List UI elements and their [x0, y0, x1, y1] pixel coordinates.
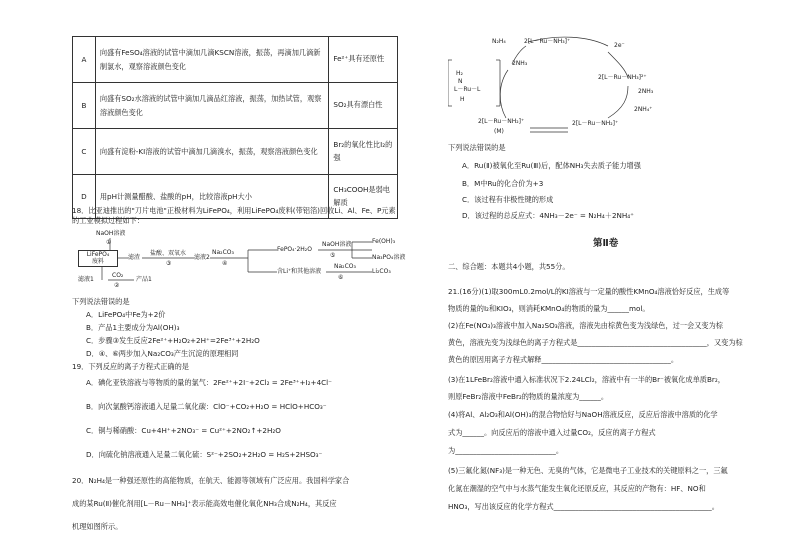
q20-option-c: C．该过程有非极性键的形成: [462, 195, 554, 204]
row-conclusion: Br₂的氧化性比I₂的强: [329, 129, 398, 175]
flow-product1: 产品1: [136, 276, 152, 283]
flow-filtrate2: 滤液2: [194, 254, 210, 261]
cycle-n: N: [458, 78, 463, 85]
row-content: 向盛有SO₂水溶液的试管中滴加几滴品红溶液，振荡，加热试管，观察溶液颜色变化: [95, 83, 329, 129]
q18-option-a: A．LiFePO₄中Fe为+2价: [86, 310, 166, 319]
q20-option-a: A．Ru(Ⅱ)被氧化至Ru(Ⅲ)后，配体NH₃失去质子能力增强: [462, 161, 641, 170]
q21-line: HNO₃，写出该反应的化学方程式____________________________________________。: [448, 502, 719, 511]
part2-title: 第Ⅱ卷: [593, 238, 619, 249]
cycle-n2h4: N₂H₄: [492, 38, 506, 45]
q20-stem-line1: 20．N₂H₄是一种强还原性的高能物质，在航天、能源等领域有广泛应用。我国科学家合: [72, 476, 350, 485]
q21-line: (4)将Al、Al₂O₃和Al(OH)₃的混合物恰好与NaOH溶液反应，反应后溶液中溶质的化学: [448, 410, 718, 419]
q21-line: (5)三氟化氮(NF₃)是一种无色、无臭的气体，它是微电子工业技术的关键原料之一，三氟: [448, 466, 728, 475]
row-key: B: [73, 83, 96, 129]
cycle-right-nh3: 2NH₃: [638, 88, 654, 95]
flow-step6: ⑥: [338, 274, 344, 281]
flow-na2co3-2: Na₂CO₃: [334, 263, 356, 270]
row-content: 向盛有FeSO₄溶液的试管中滴加几滴KSCN溶液，振荡，再滴加几滴新制氯水，观察溶液颜色变化: [95, 37, 329, 83]
flow-step5: ⑤: [330, 252, 336, 259]
q21-line: 黄色的原因用离子方程式解释____________________________________。: [448, 355, 679, 364]
row-conclusion: CH₃COOH是弱电解质: [329, 175, 398, 219]
flow-feed-line2: 废料: [91, 257, 104, 265]
q19-option-c: C．铜与稀硝酸：Cu+4H⁺+2NO₃⁻ = Cu²⁺+2NO₂↑+2H₂O: [86, 426, 281, 435]
cycle-right-nh4: 2NH₄⁺: [634, 106, 653, 113]
flow-fepo4: FePO₄·2H₂O: [277, 246, 312, 253]
q18-flow-diagram: [72, 230, 406, 292]
q21-line: 化氮在潮湿的空气中与水蒸气能发生氧化还原反应，其反应的产物有：HF、NO和: [448, 484, 706, 493]
table-row: [73, 129, 398, 175]
flow-co2: CO₂: [112, 272, 124, 279]
flow-step1: ①: [106, 239, 112, 246]
flow-residue: 滤渣: [128, 254, 141, 261]
flow-na3po4: Na₃PO₄溶液: [372, 254, 406, 261]
cycle-top: 2[L－Ru－NH₃]⁺: [524, 38, 571, 45]
q21-line: 则原FeBr₂溶液中FeBr₂的物质的量浓度为______。: [448, 392, 609, 401]
flow-acid: 盐酸、双氧水: [150, 250, 187, 257]
q18-option-d: D．④、⑥两步加入Na₂CO₃产生沉淀的原理相同: [86, 349, 239, 358]
q20-stem-line2: 成的某Ru(Ⅱ)催化剂用[L－Ru－NH₃]⁺表示能高效电催化氧化NH₃合成N₂H₄，其反应: [72, 499, 337, 508]
q18-option-c: C．步骤③发生反应2Fe²⁺+H₂O₂+2H⁺=2Fe³⁺+2H₂O: [86, 336, 260, 345]
row-key: D: [73, 175, 96, 219]
q19-stem: 19．下列反应的离子方程式正确的是: [72, 362, 189, 371]
flow-naoh: NaOH溶液: [96, 230, 126, 237]
cycle-bottom-left: 2[L－Ru－NH₂]⁺: [478, 118, 525, 125]
flow-li-filtrate: 含Li⁺和其他溶液: [277, 268, 322, 275]
row-key: A: [73, 37, 96, 83]
row-conclusion: SO₂具有漂白性: [329, 83, 398, 129]
row-conclusion: Fe²⁺具有还原性: [329, 37, 398, 83]
q19-option-a: A．碘化亚铁溶液与等物质的量的氯气：2Fe²⁺+2I⁻+2Cl₂ = 2Fe³⁺+I₂+4Cl⁻: [86, 378, 332, 387]
q21-line: (3)在1LFeBr₂溶液中通入标准状况下2.24LCl₂，溶液中有一半的Br⁻被氧化成单质Br₂，: [448, 375, 725, 384]
experiment-table: [72, 36, 398, 219]
q19-option-b: B．向次氯酸钙溶液通入足量二氧化碳：ClO⁻+CO₂+H₂O = HClO+HCO₃⁻: [86, 402, 327, 411]
q20-question: 下列说法错误的是: [448, 143, 506, 152]
q21-line: (2)在Fe(NO₃)₃溶液中加入Na₂SO₃溶液，溶液先由棕黄色变为浅绿色，过一会又变为棕: [448, 321, 723, 330]
q21-line: 黄色，溶液先变为浅绿色的离子方程式是____________________________________，又变为棕: [448, 338, 743, 347]
q20-cycle-diagram: [448, 34, 778, 138]
flow-filtrate1: 滤液1: [78, 276, 94, 283]
cycle-e-minus: 2e⁻: [614, 42, 625, 49]
flow-step4: ④: [222, 260, 228, 267]
flow-na2co3: Na₂CO₃: [212, 249, 234, 256]
cycle-h2: H₂: [456, 70, 463, 77]
cycle-bottom-right: 2[L－Ru－NH₂]⁺: [572, 120, 619, 127]
q20-option-b: B．M中Ru的化合价为+3: [462, 179, 544, 188]
q21-line: 式为______。向反应后的溶液中通入过量CO₂，反应的离子方程式: [448, 428, 656, 437]
flow-feoh3: Fe(OH)₃: [372, 238, 396, 245]
q21-line: 为____________________________。: [448, 446, 564, 455]
flow-step3: ③: [166, 260, 172, 267]
q21-line: 物质的量的I₂和KIO₃，则消耗KMnO₄的物质的量为______mol。: [448, 304, 650, 313]
flow-li2co3: Li₂CO₃: [372, 268, 391, 275]
part2-intro: 二、综合题：本题共4小题，共55分。: [448, 262, 570, 271]
table-row: [73, 83, 398, 129]
q20-stem-line3: 机理如图所示。: [72, 522, 123, 531]
flow-naoh2: NaOH溶液: [322, 241, 352, 248]
cycle-left-nh3: 2NH₃: [512, 60, 528, 67]
flow-step2: ②: [114, 282, 120, 289]
row-content: 用pH计测量醋酸、盐酸的pH，比较溶液pH大小: [95, 175, 329, 219]
cycle-right-top: 2[L－Ru－NH₃]²⁺: [598, 74, 647, 81]
cycle-bottom-m: (M): [494, 128, 504, 135]
cycle-nh: H: [460, 96, 465, 103]
row-key: C: [73, 129, 96, 175]
flow-feed-box: [78, 250, 118, 267]
q18-question: 下列说法错误的是: [72, 297, 130, 306]
cycle-left-complex: L－Ru－L: [454, 86, 481, 93]
flow-arrows: [72, 230, 402, 292]
q18-option-b: B．产品1主要成分为Al(OH)₃: [86, 323, 180, 332]
flow-feed-line1: LiFePO₄: [86, 251, 110, 258]
q19-option-d: D．向硫化钠溶液通入足量二氧化硫：S²⁻+2SO₂+2H₂O = H₂S+2HSO₃⁻: [86, 450, 323, 459]
row-content: 向盛有淀粉-KI溶液的试管中滴加几滴溴水，振荡，观察溶液颜色变化: [95, 129, 329, 175]
q21-line: 21.(16分)(1)取300mL0.2mol/L的KI溶液与一定量的酸性KMnO₄溶液恰好反应，生成等: [448, 287, 730, 296]
q18-stem: 18．比亚迪推出的"刀片电池"正极材料为LiFePO₄，利用LiFePO₄废料(带铝箔)回收Li、Al、Fe、P元素的工业模拟过程如下：: [72, 206, 396, 226]
q20-option-d: D．该过程的总反应式：4NH₃－2e⁻ = N₂H₄＋2NH₄⁺: [462, 211, 634, 220]
table-row: [73, 37, 398, 83]
